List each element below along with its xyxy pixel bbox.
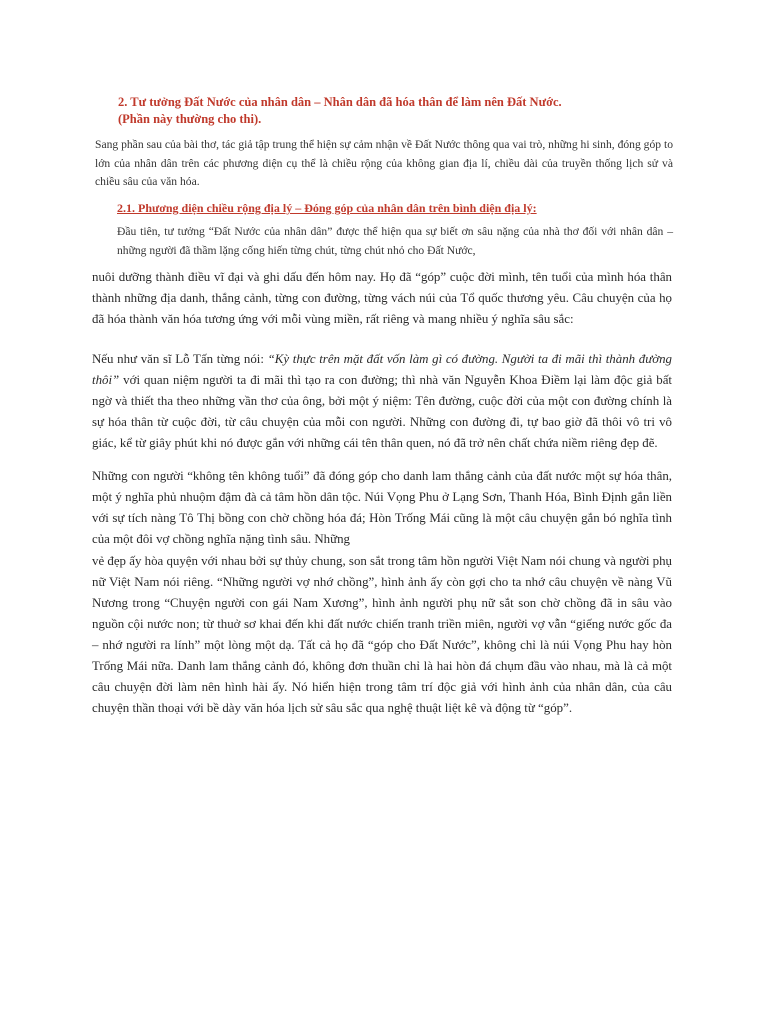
subsection-heading: 2.1. Phương diện chiều rộng địa lý – Đóng góp của nhân dân trên bình diện địa lý: — [117, 201, 537, 215]
nurture-paragraph: nuôi dưỡng thành điều vĩ đại và ghi dấu đến hôm nay. Họ đã “góp” cuộc đời mình, tên tuổi của mình hóa thân thành những địa danh, thắng cảnh, từng con đường, từng vách núi của Tổ quốc thương yêu. Câu chuyện của họ đã hóa thành văn hóa tương ứng với mỗi vùng miền, rất riêng và mang nhiều ý nghĩa sâu sắc: — [92, 270, 672, 326]
lu-tan-rest: với quan niệm người ta đi mãi thì tạo ra con đường; thì nhà văn Nguyễn Khoa Điềm lại làm độc giả bất ngờ và thiết tha theo những vần thơ của ông, bởi một ý niệm: Tên đường, cuộc đời của một con đường chính là sự hóa thân từ cuộc đời, từ câu chuyện của mỗi con người. Những con đường đi, tự bao giờ đã thôi vô tri vô giác, kể từ giây phút khi nó được gắn với những cái tên thân quen, nó đã trở nên chất chứa niềm riêng đẹp đẽ. — [92, 373, 672, 450]
beauty-paragraph: vẻ đẹp ấy hòa quyện với nhau bởi sự thủy chung, son sắt trong tâm hồn người Việt Nam nói chung và người phụ nữ Việt Nam nói riêng. “Những người vợ nhớ chồng”, hình ảnh ấy còn gợi cho ta nhớ câu chuyện về nàng Vũ Nương trong “Chuyện người con gái Nam Xương”, hình ảnh người phụ nữ sắt son chờ chồng đã in sâu vào nguồn cội nước non; từ thuở sơ khai đến khi đất nước chiến tranh triền miên, người vợ vẫn “giếng nước gốc đa – nhớ người ra lính” một lòng một dạ. Tất cả họ đã “góp cho Đất Nước”, không chỉ là núi Vọng Phu hay hòn Trống Mái nữa. Danh lam thắng cảnh đó, không đơn thuần chỉ là hai hòn đá chụm đầu vào nhau, mà là cả một câu chuyện đời làm nên hình hài ấy. Nó hiển hiện trong tâm trí độc giả với hình ảnh của nhân dân, của câu chuyện thần thoại với bề dày văn hóa lịch sử sâu sắc qua nghệ thuật liệt kê và động từ “góp”. — [92, 554, 672, 715]
intro-paragraph: Sang phần sau của bài thơ, tác giả tập trung thể hiện sự cảm nhận về Đất Nước thông qua vai trò, những hi sinh, đóng góp to lớn của nhân dân trên các phương diện cụ thể là chiều rộng của không gian địa lí, chiều dài của truyền thống lịch sử và chiều sâu của văn hóa. — [95, 138, 673, 188]
lu-tan-paragraph — [92, 349, 672, 454]
lu-tan-prefix: Nếu như văn sĩ Lỗ Tấn từng nói: — [92, 352, 268, 366]
section-heading-note: (Phần này thường cho thi). — [118, 112, 262, 126]
section-heading — [118, 94, 678, 128]
first-paragraph: Đầu tiên, tư tưởng “Đất Nước của nhân dân” được thể hiện qua sự biết ơn sâu nặng của nhà thơ đối với nhân dân – những người đã thầm lặng cống hiến từng chút, từng chút nhỏ cho Đất Nước, — [117, 225, 673, 257]
unnamed-people-paragraph: Những con người “không tên không tuổi” đã đóng góp cho danh lam thắng cảnh của đất nước một sự hóa thân, một ý nghĩa phủ nhuộm đậm đà cả tâm hồn dân tộc. Núi Vọng Phu ở Lạng Sơn, Thanh Hóa, Bình Định gắn liền với sự tích nàng Tô Thị bồng con chờ chồng hóa đá; Hòn Trống Mái cũng là một câu chuyện gắn bó nghĩa tình của một đôi vợ chồng nghĩa nặng tình sâu. Những — [92, 469, 672, 546]
section-heading-title: 2. Tư tưởng Đất Nước của nhân dân – Nhân dân đã hóa thân để làm nên Đất Nước. — [118, 95, 562, 109]
lu-tan-quote: “Kỳ thực trên mặt đất vốn làm gì có đường. Người ta đi mãi thì thành đường thôi” — [92, 352, 673, 387]
